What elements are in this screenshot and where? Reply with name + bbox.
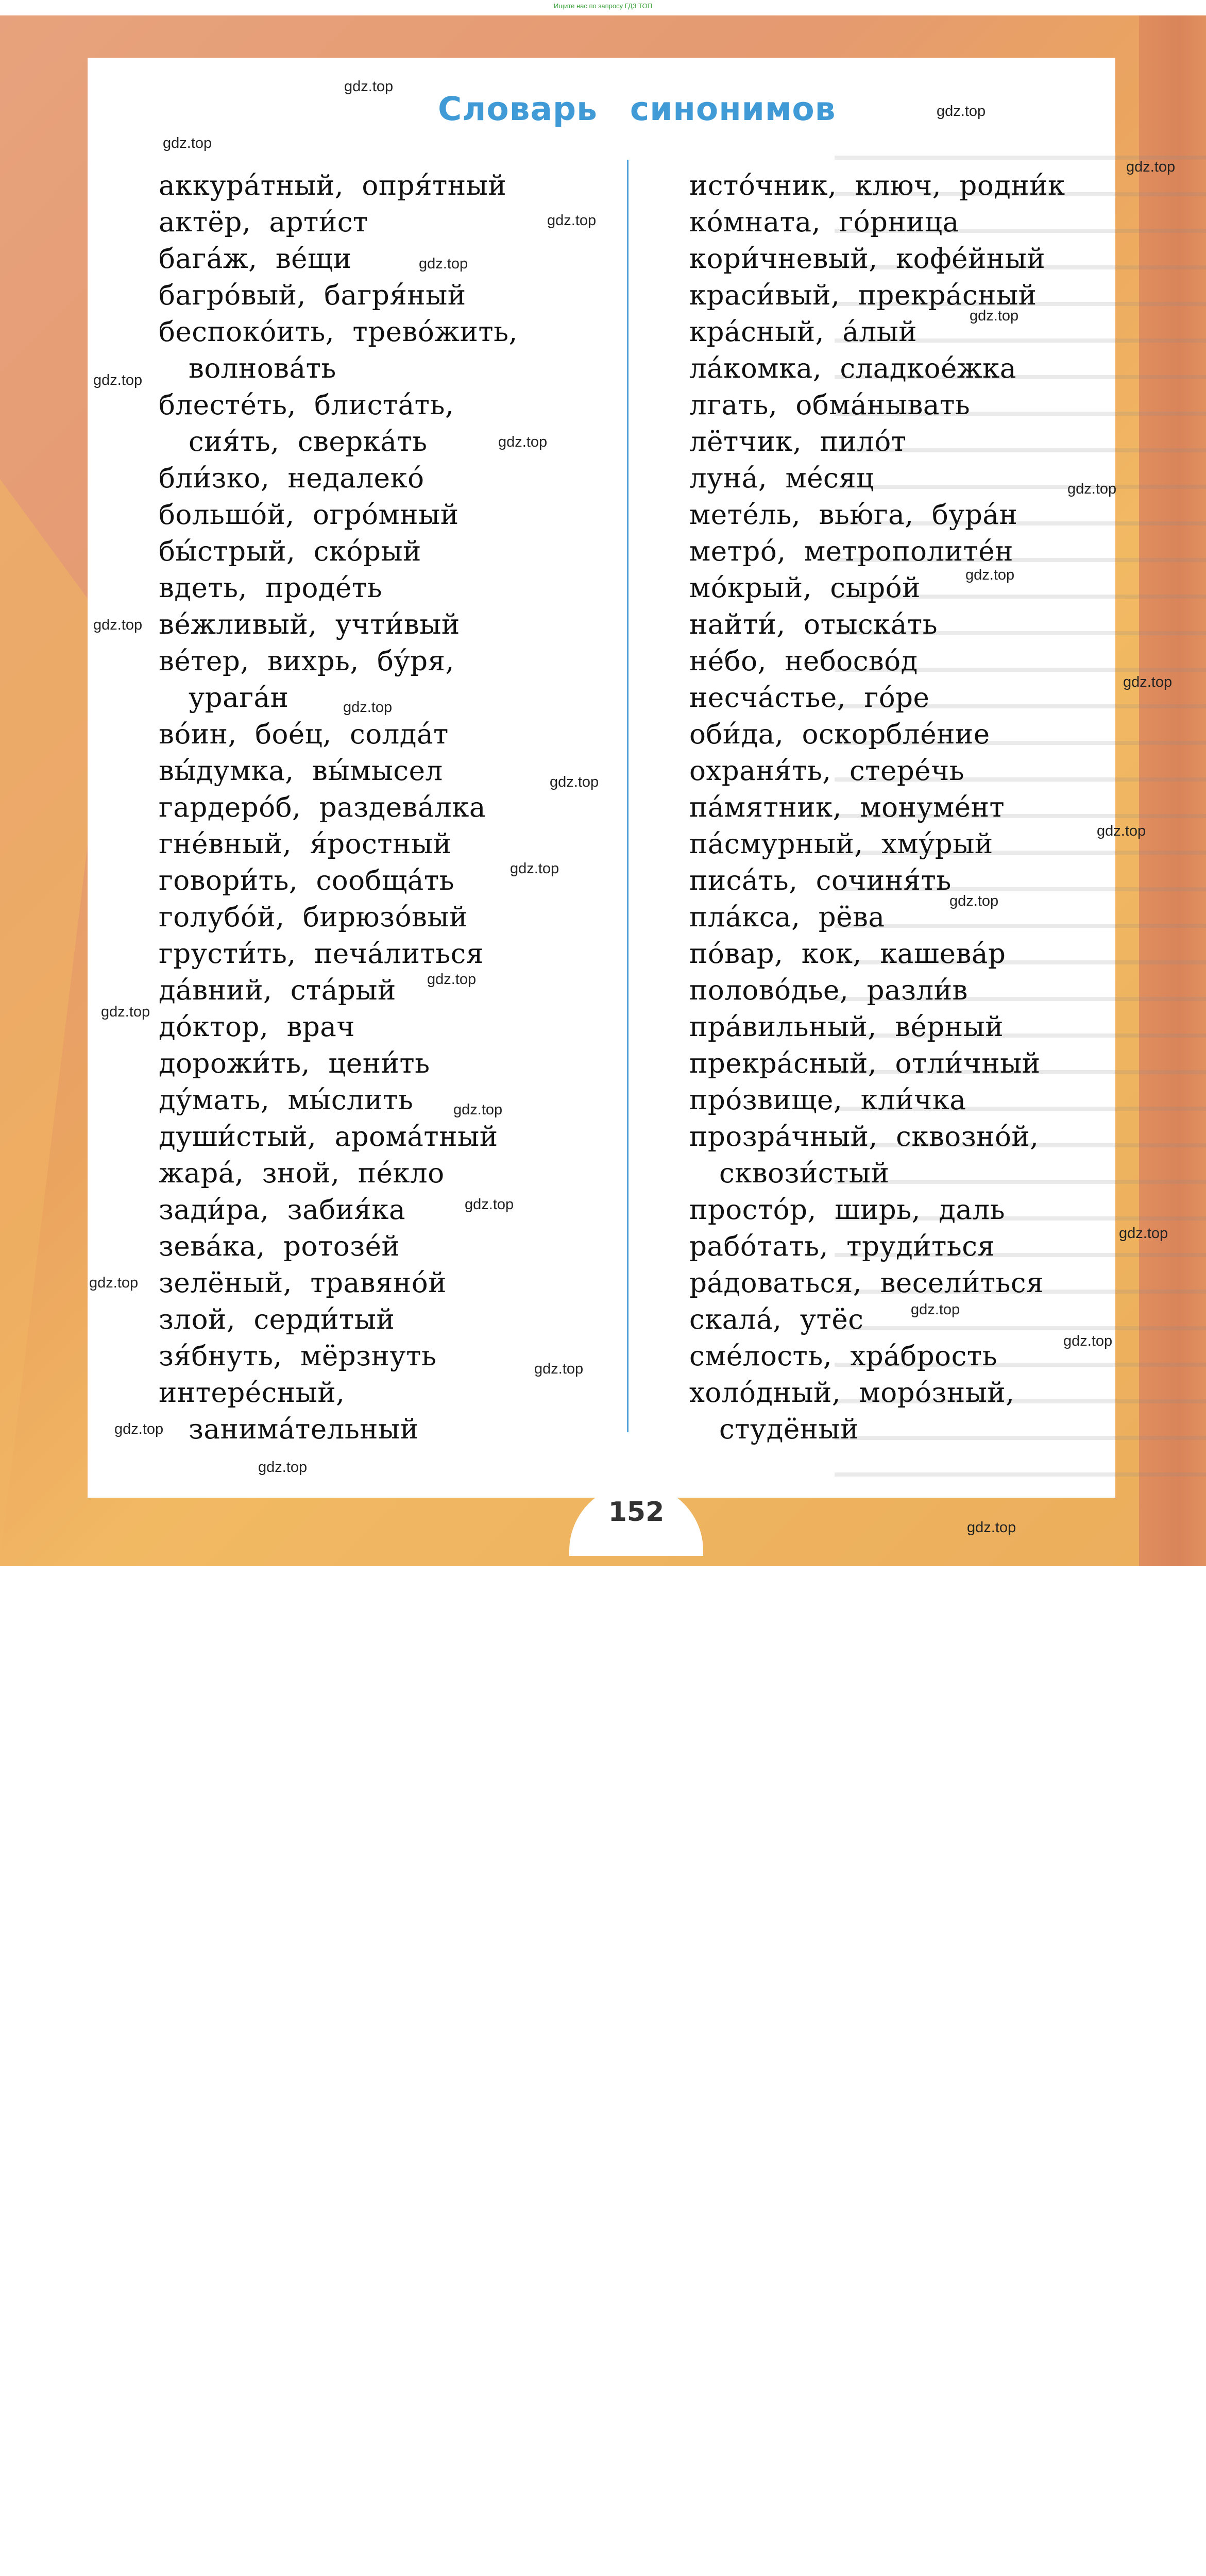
synonym-entry: охраня́ть, стере́чь <box>689 755 965 787</box>
top-strip <box>0 0 1206 15</box>
synonym-entry: зелёный, травяно́й <box>159 1267 447 1299</box>
watermark: gdz.top <box>498 434 548 450</box>
synonym-entry: злой, серди́тый <box>159 1304 395 1335</box>
watermark: gdz.top <box>93 617 143 633</box>
page-title: Словарь синонимов <box>438 90 836 128</box>
synonym-entry: прозра́чный, сквозно́й, <box>689 1121 1039 1153</box>
synonym-entry: мете́ль, вью́га, бура́н <box>689 499 1018 531</box>
watermark: gdz.top <box>1123 674 1173 690</box>
synonym-entry: беспоко́ить, трево́жить, <box>159 316 518 348</box>
watermark: gdz.top <box>967 1519 1016 1536</box>
synonym-entry: бага́ж, ве́щи <box>159 243 352 275</box>
synonym-entry: урага́н <box>189 682 289 714</box>
watermark: gdz.top <box>1119 1225 1168 1242</box>
synonym-entry: говори́ть, сообща́ть <box>159 865 455 896</box>
synonym-entry: оби́да, оскорбле́ние <box>689 719 990 750</box>
column-divider <box>627 160 629 1432</box>
synonym-entry: аккура́тный, опря́тный <box>159 170 507 201</box>
synonym-entry: зя́бнуть, мёрзнуть <box>159 1341 437 1372</box>
synonym-entry: про́звище, кли́чка <box>689 1084 966 1116</box>
watermark: gdz.top <box>1063 1333 1113 1349</box>
synonym-entry: вдеть, проде́ть <box>159 572 383 604</box>
synonym-entry: пра́вильный, ве́рный <box>689 1011 1004 1043</box>
page-number: 152 <box>608 1497 665 1528</box>
synonym-entry: интере́сный, <box>159 1377 345 1409</box>
synonym-entry: багро́вый, багря́ный <box>159 280 466 311</box>
synonym-entry: прекра́сный, отли́чный <box>689 1048 1041 1079</box>
synonym-entry: просто́р, ширь, даль <box>689 1194 1006 1226</box>
synonym-entry: бы́стрый, ско́рый <box>159 536 421 567</box>
synonym-list-right <box>689 167 1065 1448</box>
synonym-entry: рабо́тать, труди́ться <box>689 1231 995 1262</box>
watermark: gdz.top <box>344 78 394 95</box>
synonym-entry: бли́зко, недалеко́ <box>159 463 424 494</box>
synonym-entry: блесте́ть, блиста́ть, <box>159 389 454 421</box>
watermark: gdz.top <box>89 1275 139 1291</box>
watermark: gdz.top <box>550 774 599 790</box>
watermark: gdz.top <box>101 1004 150 1020</box>
synonym-entry: найти́, отыска́ть <box>689 609 938 640</box>
synonym-entry: студёный <box>719 1414 859 1445</box>
synonym-entry: зади́ра, забия́ка <box>159 1194 406 1226</box>
synonym-entry: полово́дье, разли́в <box>689 975 968 1006</box>
synonym-entry: голубо́й, бирюзо́вый <box>159 902 468 933</box>
synonym-entry: грусти́ть, печа́литься <box>159 938 484 970</box>
synonym-entry: зева́ка, ротозе́й <box>159 1231 400 1262</box>
watermark: gdz.top <box>453 1101 503 1118</box>
synonym-entry: занима́тельный <box>189 1414 419 1445</box>
synonym-entry: краси́вый, прекра́сный <box>689 280 1037 311</box>
synonym-entry: луна́, ме́сяц <box>689 463 874 494</box>
watermark: gdz.top <box>510 860 559 877</box>
synonym-entry: ду́мать, мы́слить <box>159 1084 414 1116</box>
watermark: gdz.top <box>965 567 1015 583</box>
watermark: gdz.top <box>970 308 1019 324</box>
watermark: gdz.top <box>465 1196 514 1213</box>
synonym-entry: ве́жливый, учти́вый <box>159 609 460 640</box>
synonym-entry: жара́, зной, пе́кло <box>159 1158 445 1189</box>
synonym-entry: ко́мната, го́рница <box>689 207 959 238</box>
synonym-entry: волнова́ть <box>189 353 336 384</box>
watermark: gdz.top <box>911 1301 960 1318</box>
synonym-entry: гардеро́б, раздева́лка <box>159 792 486 823</box>
synonym-entry: сквози́стый <box>719 1158 890 1189</box>
synonym-entry: не́бо, небосво́д <box>689 646 918 677</box>
synonym-entry: дорожи́ть, цени́ть <box>159 1048 430 1079</box>
watermark: gdz.top <box>343 699 393 716</box>
watermark: gdz.top <box>427 971 477 988</box>
synonym-entry: до́ктор, врач <box>159 1011 355 1043</box>
synonym-entry: метро́, метрополите́н <box>689 536 1013 567</box>
synonym-entry: па́мятник, монуме́нт <box>689 792 1005 823</box>
synonym-entry: пла́кса, рёва <box>689 902 885 933</box>
watermark: gdz.top <box>1097 823 1146 839</box>
synonym-entry: па́смурный, хму́рый <box>689 828 993 860</box>
synonym-entry: вы́думка, вы́мысел <box>159 755 443 787</box>
synonym-entry: холо́дный, моро́зный, <box>689 1377 1015 1409</box>
watermark: gdz.top <box>547 212 597 229</box>
watermark: gdz.top <box>258 1459 308 1476</box>
watermark: gdz.top <box>114 1421 164 1437</box>
synonym-entry: ра́доваться, весели́ться <box>689 1267 1044 1299</box>
watermark: gdz.top <box>937 103 986 120</box>
top-note: Ищите нас по запросу ГДЗ ТОП <box>554 2 652 10</box>
synonym-entry: по́вар, кок, кашева́р <box>689 938 1006 970</box>
watermark: gdz.top <box>93 372 143 388</box>
synonym-entry: сме́лость, хра́брость <box>689 1341 997 1372</box>
watermark: gdz.top <box>1126 159 1176 175</box>
synonym-entry: лётчик, пило́т <box>689 426 907 457</box>
synonym-entry: несча́стье, го́ре <box>689 682 930 714</box>
synonym-entry: сия́ть, сверка́ть <box>189 426 428 457</box>
watermark: gdz.top <box>419 256 468 272</box>
synonym-entry: скала́, утёс <box>689 1304 864 1335</box>
synonym-entry: ве́тер, вихрь, бу́ря, <box>159 646 454 677</box>
synonym-entry: кори́чневый, кофе́йный <box>689 243 1046 275</box>
synonym-entry: лгать, обма́нывать <box>689 389 971 421</box>
synonym-entry: актёр, арти́ст <box>159 207 368 238</box>
synonym-entry: души́стый, арома́тный <box>159 1121 498 1153</box>
watermark: gdz.top <box>1067 481 1117 497</box>
synonym-entry: гне́вный, я́ростный <box>159 828 452 860</box>
synonym-entry: большо́й, огро́мный <box>159 499 459 531</box>
synonym-entry: кра́сный, а́лый <box>689 316 918 348</box>
watermark: gdz.top <box>534 1361 584 1377</box>
synonym-list-left <box>159 167 518 1448</box>
synonym-entry: мо́крый, сыро́й <box>689 572 921 604</box>
bottom-strip <box>0 1566 1206 1582</box>
watermark: gdz.top <box>163 135 212 151</box>
synonym-entry: ла́комка, сладкое́жка <box>689 353 1016 384</box>
synonym-entry: исто́чник, ключ, родни́к <box>689 170 1065 201</box>
synonym-entry: писа́ть, сочиня́ть <box>689 865 952 896</box>
synonym-entry: во́ин, бое́ц, солда́т <box>159 719 449 750</box>
synonym-entry: да́вний, ста́рый <box>159 975 396 1006</box>
watermark: gdz.top <box>949 893 999 909</box>
